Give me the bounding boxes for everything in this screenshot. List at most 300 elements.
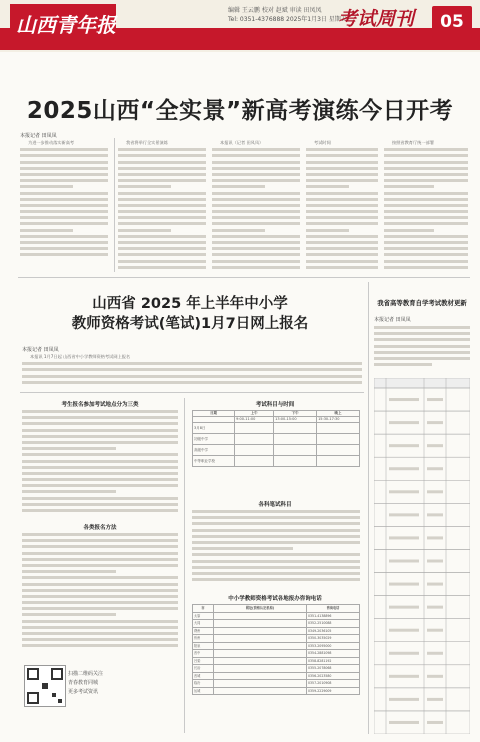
table-cell: 9:00-11:00	[235, 417, 274, 423]
text-line	[389, 698, 419, 701]
text-line	[22, 441, 178, 444]
text-line	[389, 606, 419, 609]
table-cell	[274, 456, 317, 467]
text-line	[306, 241, 378, 244]
article-column-1-text: 为进一步推动落实新高考	[28, 140, 75, 145]
table-cell	[317, 456, 360, 467]
text-line	[20, 247, 108, 250]
text-line	[192, 572, 360, 575]
text-line	[118, 253, 206, 256]
text-line	[427, 675, 443, 678]
text-line	[306, 253, 378, 256]
table-row	[374, 549, 470, 572]
text-line	[118, 266, 206, 269]
column-divider-3	[368, 282, 369, 734]
text-line	[20, 241, 108, 244]
text-line	[22, 410, 178, 413]
page-number: 05	[432, 6, 472, 38]
text-line	[306, 198, 378, 201]
text-line	[306, 185, 349, 188]
text-line	[20, 173, 108, 176]
text-line	[118, 235, 206, 238]
textbook-table-grid	[374, 378, 470, 734]
table-cell	[214, 635, 307, 643]
left-heading-2: 各类报名方法	[83, 525, 117, 531]
table2-header-cell: 网址(资格认定机构)	[214, 605, 307, 613]
text-line	[118, 154, 206, 157]
text-line	[118, 179, 206, 182]
text-line	[212, 260, 300, 263]
text-line	[22, 644, 178, 647]
text-line	[384, 266, 468, 269]
table-cell: 晋城	[193, 672, 214, 680]
text-line	[427, 583, 443, 586]
table-row	[193, 423, 360, 434]
table-cell: 长治	[193, 665, 214, 673]
text-line	[384, 185, 434, 188]
table-cell: 临汾	[193, 680, 214, 688]
text-line	[192, 566, 360, 569]
teacher-left-text-2	[22, 533, 178, 655]
text-line	[212, 216, 300, 219]
text-line	[374, 326, 470, 329]
text-line	[389, 560, 419, 563]
table-row	[374, 642, 470, 665]
article-byline: 本报记者 田凤凤	[20, 133, 57, 139]
text-line	[384, 167, 468, 170]
table-row	[374, 619, 470, 642]
table-cell	[274, 445, 317, 456]
text-line	[374, 345, 470, 348]
text-line	[212, 241, 300, 244]
table-row	[374, 411, 470, 434]
text-line	[192, 510, 360, 513]
text-line	[22, 564, 178, 567]
text-line	[118, 260, 206, 263]
text-line	[212, 253, 300, 256]
text-line	[22, 422, 178, 425]
teacher-mid-text	[192, 510, 360, 590]
table-row	[374, 665, 470, 688]
text-line	[20, 179, 108, 182]
text-line	[22, 638, 178, 641]
table2-title: 中小学教师资格考试各地报办咨询电话	[228, 596, 322, 602]
article-column-5-text: 按照省教育厅统一部署	[392, 140, 434, 145]
text-line	[20, 198, 108, 201]
text-line	[384, 216, 468, 219]
table-row	[374, 434, 470, 457]
text-line	[118, 148, 206, 151]
table-cell: 运城	[193, 687, 214, 695]
text-line	[427, 536, 443, 539]
table-row	[374, 573, 470, 596]
text-line	[118, 198, 206, 201]
table-cell	[214, 620, 307, 628]
text-line	[212, 266, 300, 269]
text-line	[384, 253, 468, 256]
text-line	[212, 222, 300, 225]
table-cell	[214, 627, 307, 635]
right-lead-text	[374, 326, 470, 374]
table-cell: 13:00-15:00	[274, 417, 317, 423]
table-row	[193, 642, 360, 650]
article-column-2-text: 我省将举行全实景演练	[126, 140, 168, 145]
text-line	[212, 148, 300, 151]
table1-header-cell: 下午	[274, 411, 317, 417]
text-line	[22, 620, 178, 623]
text-line	[22, 368, 362, 371]
text-line	[384, 222, 468, 225]
text-line	[192, 535, 360, 538]
table-row	[193, 434, 360, 445]
masthead-info	[228, 6, 347, 24]
table-row	[374, 711, 470, 734]
text-line	[212, 185, 265, 188]
table-cell: 朔州	[193, 627, 214, 635]
table-cell: 0355-2078068	[307, 665, 360, 673]
text-line	[389, 629, 419, 632]
table-cell	[317, 434, 360, 445]
table-cell	[214, 672, 307, 680]
table-row	[193, 445, 360, 456]
text-line	[212, 167, 300, 170]
text-line	[118, 167, 206, 170]
text-line	[22, 416, 178, 419]
text-line	[306, 216, 378, 219]
textbook-table	[374, 378, 470, 734]
text-line	[212, 198, 300, 201]
table-row	[374, 457, 470, 480]
column-divider	[114, 138, 115, 272]
table-row	[374, 526, 470, 549]
table-cell: 0358-8281192	[307, 657, 360, 665]
text-line	[22, 375, 362, 378]
text-line	[384, 192, 468, 195]
text-line	[22, 576, 178, 579]
table-cell: 初级中学	[193, 434, 235, 445]
text-line	[212, 235, 300, 238]
text-line	[20, 210, 108, 213]
teacher-exam-title-line-2: 教师资格考试(笔试)1月7日网上报名	[71, 316, 309, 332]
text-line	[427, 444, 443, 447]
table-cell	[235, 423, 274, 434]
table2-header-cell: 咨询电话	[307, 605, 360, 613]
table-cell: 0359-2229009	[307, 687, 360, 695]
teacher-left-text-1	[22, 410, 178, 520]
text-line	[384, 148, 468, 151]
text-line	[22, 472, 178, 475]
text-line	[118, 204, 206, 207]
table-row	[193, 672, 360, 680]
table-row	[374, 596, 470, 619]
text-line	[306, 192, 378, 195]
text-line	[306, 260, 378, 263]
text-line	[306, 235, 378, 238]
text-line	[374, 351, 470, 354]
text-line	[22, 613, 116, 616]
text-line	[384, 198, 468, 201]
text-line	[427, 421, 443, 424]
left-heading-1: 考生报名参加考试地点分为三类	[61, 402, 139, 408]
table-cell	[235, 434, 274, 445]
table1-header-cell: 日期	[193, 411, 235, 417]
article-column-3	[212, 140, 300, 270]
text-line	[22, 453, 178, 456]
text-line	[389, 652, 419, 655]
text-line	[192, 547, 293, 550]
text-line	[22, 552, 178, 555]
table-cell: 吕梁	[193, 657, 214, 665]
page-headline: 2025山西“全实景”新高考演练今日开考	[26, 98, 454, 124]
text-line	[20, 222, 108, 225]
text-line	[192, 522, 360, 525]
table-cell: 15:30-17:30	[317, 417, 360, 423]
text-line	[384, 235, 468, 238]
table-cell: 0350-3035029	[307, 635, 360, 643]
text-line	[118, 161, 206, 164]
text-line	[22, 381, 362, 384]
text-line	[212, 161, 300, 164]
text-line	[427, 652, 443, 655]
text-line	[384, 179, 468, 182]
text-line	[389, 421, 419, 424]
text-line	[192, 560, 360, 563]
table2-header-cell: 市	[193, 605, 214, 613]
text-line	[20, 167, 108, 170]
text-line	[389, 467, 419, 470]
text-line	[389, 583, 419, 586]
text-line	[20, 229, 73, 232]
table-cell: 忻州	[193, 635, 214, 643]
text-line	[22, 362, 362, 365]
text-line	[20, 148, 108, 151]
section-name: 考试周刊	[338, 8, 415, 30]
table-cell	[214, 687, 307, 695]
text-line	[22, 490, 116, 493]
text-line	[22, 466, 178, 469]
table-row	[193, 620, 360, 628]
table-cell	[214, 665, 307, 673]
text-line	[22, 626, 178, 629]
text-line	[118, 210, 206, 213]
article-column-4	[306, 140, 378, 270]
text-line	[20, 192, 108, 195]
table-cell: 晋中	[193, 650, 214, 658]
teacher-divider	[20, 392, 364, 393]
teacher-exam-title	[20, 294, 360, 334]
text-line	[22, 607, 178, 610]
table-row	[193, 627, 360, 635]
table-cell: 0356-2023580	[307, 672, 360, 680]
text-line	[20, 154, 108, 157]
text-line	[427, 698, 443, 701]
right-byline: 本报记者 田凤凤	[374, 317, 411, 323]
text-line	[22, 497, 178, 500]
text-line	[22, 509, 178, 512]
text-line	[384, 210, 468, 213]
text-line	[427, 490, 443, 493]
textbook-header	[374, 378, 470, 388]
table-cell	[214, 680, 307, 688]
text-line	[306, 210, 378, 213]
teacher-exam-title-line-1: 山西省 2025 年上半年中小学	[92, 296, 288, 312]
text-line	[384, 247, 468, 250]
text-line	[384, 204, 468, 207]
text-line	[212, 192, 300, 195]
right-title: 我省高等教育自学考试教材更新	[377, 299, 467, 307]
text-line	[20, 185, 73, 188]
text-line	[20, 216, 108, 219]
text-line	[22, 545, 178, 548]
text-line	[389, 490, 419, 493]
table-row	[193, 612, 360, 620]
mid-heading: 各科笔试科目	[258, 502, 292, 508]
table-cell	[317, 423, 360, 434]
table1-header-cell: 上午	[235, 411, 274, 417]
text-line	[306, 167, 378, 170]
text-line	[192, 529, 360, 532]
text-line	[22, 429, 178, 432]
qr-caption-line-1: 扫描二维码关注	[68, 671, 104, 677]
text-line	[118, 247, 206, 250]
table-cell: 0349-2036105	[307, 627, 360, 635]
table-row	[193, 687, 360, 695]
qr-caption-line-3: 更多考试资讯	[68, 689, 99, 695]
text-line	[212, 229, 265, 232]
newspaper-logo: 山西青年报	[10, 4, 116, 46]
text-line	[212, 173, 300, 176]
table-row	[193, 680, 360, 688]
text-line	[427, 513, 443, 516]
text-line	[384, 260, 468, 263]
text-line	[20, 235, 108, 238]
text-line	[427, 560, 443, 563]
qr-code	[24, 665, 66, 707]
table-row	[374, 480, 470, 503]
text-line	[20, 161, 108, 164]
text-line	[22, 435, 178, 438]
table-cell: 0353-2095000	[307, 642, 360, 650]
text-line	[374, 363, 432, 366]
article-column-4-text: 考试时间	[314, 140, 331, 145]
text-line	[22, 539, 178, 542]
table-cell: 0357-2010908	[307, 680, 360, 688]
text-line	[118, 173, 206, 176]
table-cell: 0354-2881098	[307, 650, 360, 658]
text-line	[22, 583, 178, 586]
text-line	[306, 161, 378, 164]
table-cell	[274, 423, 317, 434]
text-line	[306, 179, 378, 182]
text-line	[306, 204, 378, 207]
text-line	[22, 570, 116, 573]
masthead-info-line-2: Tel: 0351-4376888 2025年1月3日 星期五	[228, 16, 347, 23]
text-line	[427, 606, 443, 609]
table1-header-cell: 晚上	[317, 411, 360, 417]
article-column-5	[384, 140, 468, 270]
table-cell: 中等职业学校	[193, 456, 235, 467]
text-line	[306, 173, 378, 176]
text-line	[192, 553, 360, 556]
text-line	[22, 503, 178, 506]
table-cell: 太原	[193, 612, 214, 620]
text-line	[118, 229, 171, 232]
text-line	[22, 558, 178, 561]
table-cell	[214, 650, 307, 658]
text-line	[306, 247, 378, 250]
text-line	[212, 210, 300, 213]
table-row	[374, 503, 470, 526]
table-cell	[317, 445, 360, 456]
text-line	[389, 444, 419, 447]
section-divider	[18, 277, 470, 278]
text-line	[384, 161, 468, 164]
text-line	[384, 173, 468, 176]
text-line	[374, 332, 470, 335]
text-line	[306, 148, 378, 151]
text-line	[22, 533, 178, 536]
text-line	[118, 222, 206, 225]
table-row	[193, 456, 360, 467]
table-cell: 3月8日	[193, 423, 235, 434]
table-cell	[214, 657, 307, 665]
text-line	[389, 675, 419, 678]
text-line	[22, 601, 178, 604]
text-line	[212, 247, 300, 250]
qr-caption-line-2: 青春教育同城	[68, 680, 99, 686]
text-line	[212, 154, 300, 157]
text-line	[389, 536, 419, 539]
text-line	[192, 541, 360, 544]
text-line	[306, 229, 349, 232]
text-line	[389, 721, 419, 724]
text-line	[427, 721, 443, 724]
text-line	[20, 204, 108, 207]
text-line	[374, 357, 470, 360]
table2-header-row	[193, 605, 360, 613]
article-column-3-text: 本报讯（记者 田凤凤）	[220, 140, 264, 145]
text-line	[427, 629, 443, 632]
table-row	[193, 665, 360, 673]
table-row	[193, 635, 360, 643]
article-column-1	[20, 140, 108, 270]
teacher-byline: 本报记者 田凤凤	[22, 347, 59, 353]
text-line	[306, 154, 378, 157]
table-cell	[214, 612, 307, 620]
contact-table	[192, 604, 360, 695]
text-line	[22, 589, 178, 592]
table-cell: 阳泉	[193, 642, 214, 650]
table-cell: 大同	[193, 620, 214, 628]
exam-schedule-table	[192, 410, 360, 467]
table-cell	[235, 445, 274, 456]
text-line	[192, 578, 360, 581]
table-cell	[274, 434, 317, 445]
text-line	[118, 192, 206, 195]
qr-caption	[68, 670, 103, 697]
table-cell: 0351-4138896	[307, 612, 360, 620]
table-cell: 高级中学	[193, 445, 235, 456]
text-line	[427, 398, 443, 401]
text-line	[22, 460, 178, 463]
text-line	[20, 253, 108, 256]
table-row	[193, 650, 360, 658]
text-line	[22, 595, 178, 598]
text-line	[384, 241, 468, 244]
table-row	[374, 388, 470, 411]
teacher-lead	[22, 354, 362, 390]
table-row	[374, 688, 470, 711]
